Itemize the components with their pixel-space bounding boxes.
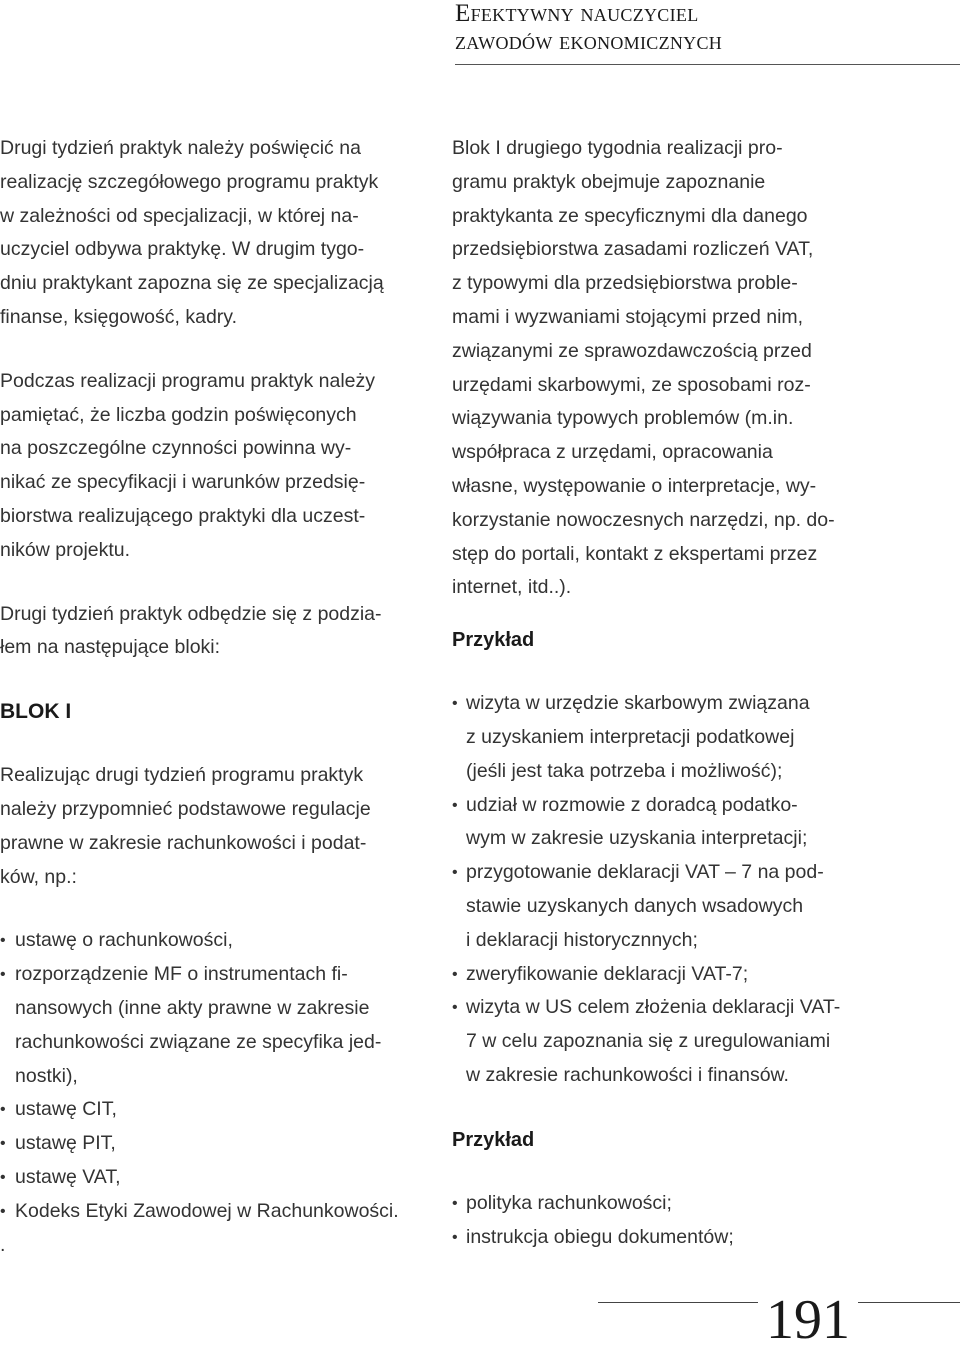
paragraph: Podczas realizacji programu praktyk należy pamiętać, że liczba godzin poświęconych na poszczególne czynności powinna wy- nikać ze specyfikacji i warunków przedsię- biorstwa realizującego praktyki dla uczest- ników projektu. bbox=[0, 369, 375, 561]
paragraph: Drugi tydzień praktyk należy poświęcić na realizację szczegółowego programu praktyk w zależności od specjalizacji, w której na- uczyciel odbywa praktykę. W drugim tygo- dniu praktykant zapozna się ze specjalizacją finanse, księgowość, kadry. bbox=[0, 137, 384, 328]
list-item: • rozporządzenie MF o instrumentach fi- nansowych (inne akty prawne w zakresie rachunkowości związane ze specyfika jed- nostki), bbox=[0, 958, 420, 1093]
list-item: • przygotowanie deklaracji VAT – 7 na pod- stawie uzyskanych danych wsadowych i deklaracji historycznnych; bbox=[452, 856, 852, 957]
header-rule bbox=[455, 64, 960, 65]
footer-rule bbox=[858, 1302, 960, 1303]
paragraph: Blok I drugiego tygodnia realizacji pro- gramu praktyk obejmuje zapoznanie praktykanta ze specyficznymi dla danego przedsiębiorstwa zasadami rozliczeń VAT, z typowymi dla przedsiębiorstwa proble- mami i wyzwaniami stojącymi przed nim, związanymi ze sprawozdawczością przed urzędami skarbowymi, ze sposobami roz- wiązywania typowych problemów (m.in. współpraca z urzędami, opracowania własne, występowanie o interpretacje, wy- korzystanie nowoczesnych narzędzi, np. do- stęp do portali, kontakt z ekspertami przez internet, itd..). bbox=[452, 137, 835, 599]
list-item: • Kodeks Etyki Zawodowej w Rachunkowości. bbox=[0, 1195, 420, 1229]
list-item: • polityka rachunkowości; bbox=[452, 1187, 852, 1221]
example-list bbox=[452, 687, 852, 1093]
list-item: • udział w rozmowie z doradcą podatko- wym w zakresie uzyskania interpretacji; bbox=[452, 789, 852, 857]
list-item: • wizyta w urzędzie skarbowym związana z uzyskaniem interpretacji podatkowej (jeśli jest taka potrzeba i możliwość); bbox=[452, 687, 852, 788]
list-item: • ustawę VAT, bbox=[0, 1161, 420, 1195]
example-heading: Przykład bbox=[452, 1128, 535, 1151]
list-item: • zweryfikowanie deklaracji VAT-7; bbox=[452, 958, 852, 992]
paragraph: Realizując drugi tydzień programu praktyk należy przypomnieć podstawowe regulacje prawne w zakresie rachunkowości i podat- ków, np.: bbox=[0, 764, 371, 888]
list-item: • ustawę o rachunkowości, bbox=[0, 924, 420, 958]
example-list bbox=[452, 1187, 852, 1255]
running-header-line-1: Efektywny nauczyciel bbox=[455, 0, 699, 27]
paragraph: Drugi tydzień praktyk odbędzie się z podzia- łem na następujące bloki: bbox=[0, 602, 382, 659]
list-item: • wizyta w US celem złożenia deklaracji VAT- 7 w celu zapoznania się z uregulowaniami w zakresie rachunkowości i finansów. bbox=[452, 991, 852, 1092]
right-column bbox=[452, 132, 852, 1254]
left-column bbox=[0, 132, 420, 1262]
trailing-period: . bbox=[0, 1233, 6, 1256]
list-item: • instrukcja obiegu dokumentów; bbox=[452, 1221, 852, 1255]
example-heading: Przykład bbox=[452, 629, 535, 652]
regulation-list bbox=[0, 924, 420, 1228]
page-number: 191 bbox=[766, 1289, 850, 1351]
list-item: • ustawę CIT, bbox=[0, 1093, 420, 1127]
section-heading: BLOK I bbox=[0, 700, 72, 724]
footer-rule bbox=[598, 1302, 758, 1303]
list-item: • ustawę PIT, bbox=[0, 1127, 420, 1161]
running-header-line-2: zawodów ekonomicznych bbox=[455, 28, 723, 55]
running-header bbox=[455, 0, 955, 56]
